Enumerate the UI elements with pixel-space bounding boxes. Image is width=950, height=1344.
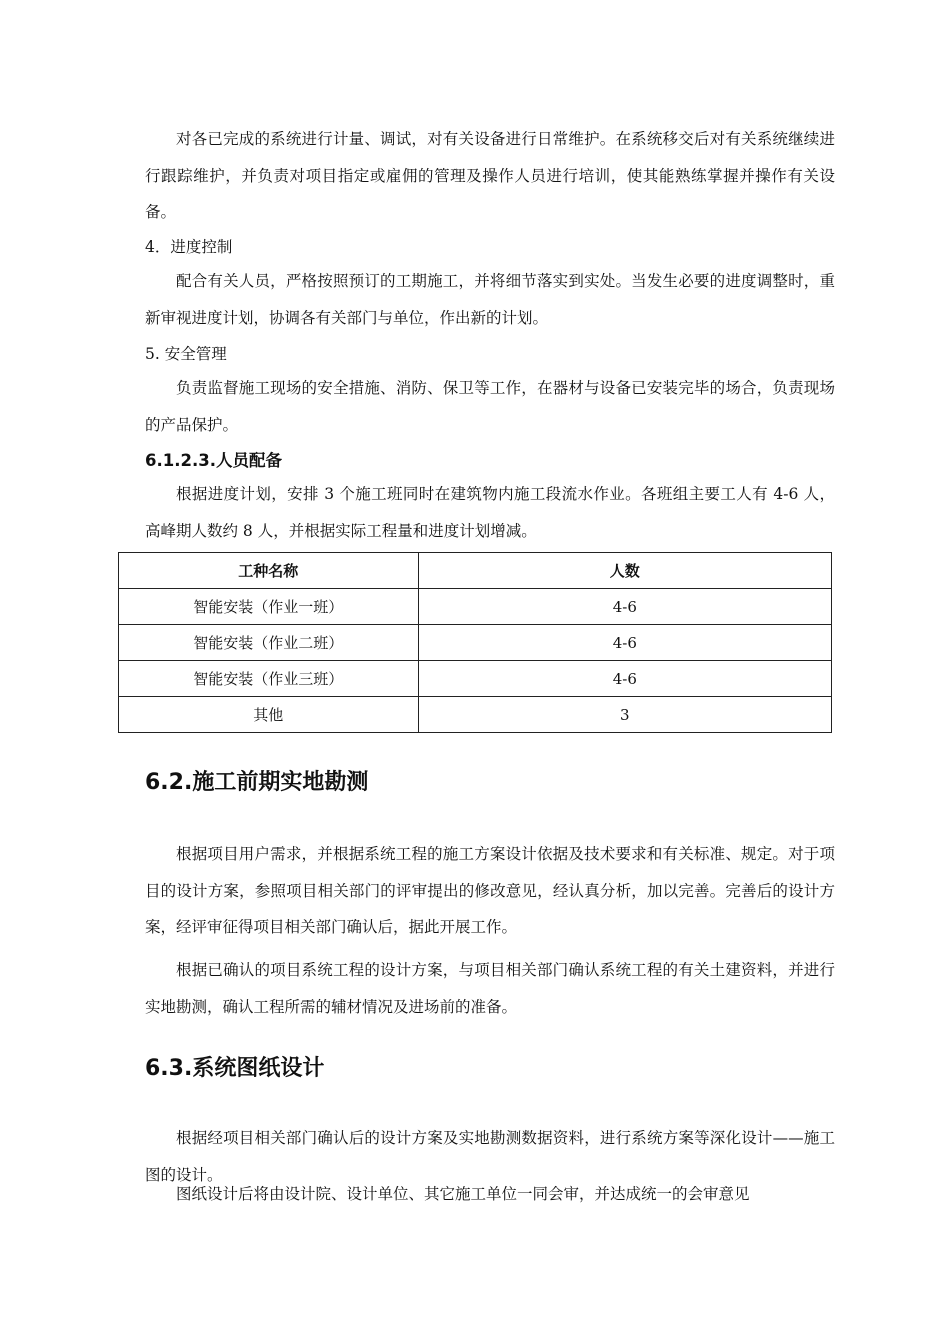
progress-control-paragraph: 配合有关人员，严格按照预订的工期施工，并将细节落实到实处。当发生必要的进度调整时，重新审视进度计划，协调各有关部门与单位，作出新的计划。 (145, 272, 835, 327)
safety-management-paragraph: 负责监督施工现场的安全措施、消防、保卫等工作，在器材与设备已安装完毕的场合，负责现场的产品保护。 (145, 379, 835, 434)
table-row (119, 697, 832, 733)
table-row (119, 589, 832, 625)
column-header-trade: 工种名称 (119, 553, 419, 589)
survey-paragraph-2: 根据已确认的项目系统工程的设计方案，与项目相关部门确认系统工程的有关土建资料，并进行实地勘测，确认工程所需的辅材情况及进场前的准备。 (145, 961, 835, 1016)
staffing-paragraph: 根据进度计划，安排 3 个施工班同时在建筑物内施工段流水作业。各班组主要工人有 4-6 人，高峰期人数约 8 人，并根据实际工程量和进度计划增减。 (145, 485, 835, 540)
drawing-design-paragraph-1: 根据经项目相关部门确认后的设计方案及实地勘测数据资料，进行系统方案等深化设计——施工图的设计。 (145, 1129, 835, 1184)
survey-paragraph-1: 根据项目用户需求，并根据系统工程的施工方案设计依据及技术要求和有关标准、规定。对于项目的设计方案，参照项目相关部门的评审提出的修改意见，经认真分析，加以完善。完善后的设计方案，经评审征得项目相关部门确认后，据此开展工作。 (145, 845, 835, 936)
headcount-cell: 4-6 (418, 625, 831, 661)
staffing-heading: 6.1.2.3.人员配备 (145, 451, 282, 470)
safety-management-heading: 5. 安全管理 (145, 345, 227, 363)
drawing-design-heading: 6.3.系统图纸设计 (145, 1056, 325, 1081)
headcount-cell: 3 (418, 697, 831, 733)
table-row (119, 661, 832, 697)
table-row (119, 625, 832, 661)
drawing-design-paragraph-2: 图纸设计后将由设计院、设计单位、其它施工单位一同会审，并达成统一的会审意见 (176, 1185, 750, 1203)
maintenance-paragraph: 对各已完成的系统进行计量、调试，对有关设备进行日常维护。在系统移交后对有关系统继续进行跟踪维护，并负责对项目指定或雇佣的管理及操作人员进行培训，使其能熟练掌握并操作有关设备。 (145, 130, 835, 221)
column-header-headcount: 人数 (418, 553, 831, 589)
progress-control-heading: 4．进度控制 (145, 238, 233, 256)
survey-heading: 6.2.施工前期实地勘测 (145, 770, 369, 795)
staffing-table (118, 552, 832, 733)
trade-cell: 智能安装（作业一班） (119, 589, 419, 625)
trade-cell: 智能安装（作业二班） (119, 625, 419, 661)
trade-cell: 其他 (119, 697, 419, 733)
headcount-cell: 4-6 (418, 661, 831, 697)
table-header-row (119, 553, 832, 589)
headcount-cell: 4-6 (418, 589, 831, 625)
trade-cell: 智能安装（作业三班） (119, 661, 419, 697)
